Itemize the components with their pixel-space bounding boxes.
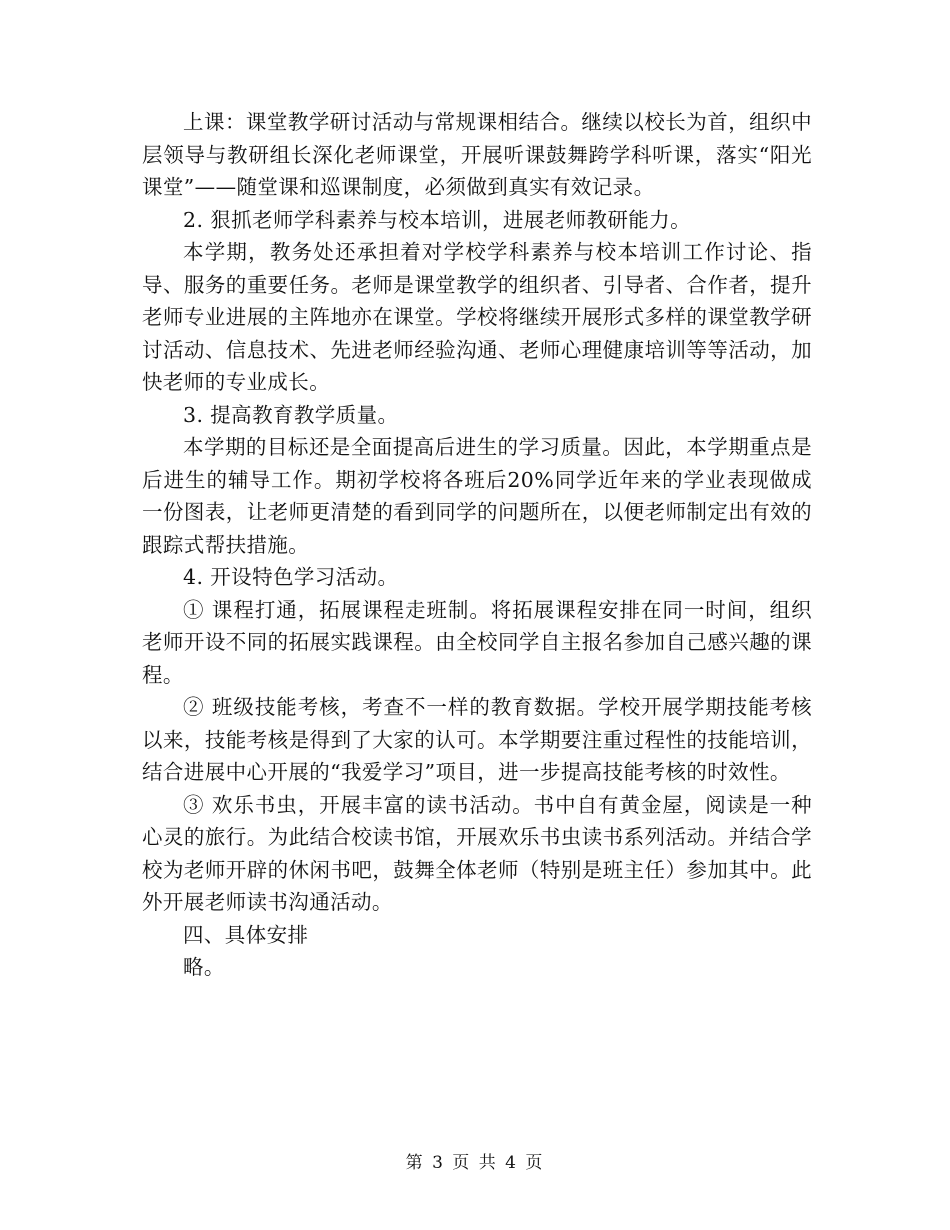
heading-teaching-quality: 3. 提高教育教学质量。 <box>183 402 399 427</box>
paragraph-teaching-quality: 本学期的目标还是全面提高后进生的学习质量。因此，本学期重点是后进生的辅导工作。期初学校将各班后20%同学近年来的学业表现做成一份图表，让老师更清楚的看到同学的问题所在，以便老师制定出有效的跟踪式帮扶措施。 <box>142 435 812 557</box>
page-number-footer: 第 3 页 共 4 页 <box>405 1153 545 1173</box>
paragraph-omitted: 略。 <box>183 955 225 979</box>
paragraph-activity-1: ① 课程打通，拓展课程走班制。将拓展课程安排在同一时间，组织老师开设不同的拓展实践课程。由全校同学自主报名参加自己感兴趣的课程。 <box>142 597 812 687</box>
heading-specific-arrangement: 四、具体安排 <box>183 922 309 947</box>
paragraph-activity-3: ③ 欢乐书虫，开展丰富的读书活动。书中自有黄金屋，阅读是一种心灵的旅行。为此结合校读书馆，开展欢乐书虫读书系列活动。并结合学校为老师开辟的休闲书吧，鼓舞全体老师（特别是班主任）参加其中。此外开展老师读书沟通活动。 <box>142 792 812 914</box>
paragraph-teacher-training: 本学期，教务处还承担着对学校学科素养与校本培训工作讨论、指导、服务的重要任务。老师是课堂教学的组织者、引导者、合作者，提升老师专业进展的主阵地亦在课堂。学校将继续开展形式多样的课堂教学研讨活动、信息技术、先进老师经验沟通、老师心理健康培训等等活动，加快老师的专业成长。 <box>142 240 812 394</box>
heading-special-activities: 4. 开设特色学习活动。 <box>183 565 399 589</box>
paragraph-lesson: 上课：课堂教学研讨活动与常规课相结合。继续以校长为首，组织中层领导与教研组长深化老师课堂，开展听课鼓舞跨学科听课，落实“阳光课堂”——随堂课和巡课制度，必须做到真实有效记录。 <box>142 110 812 199</box>
heading-teacher-training: 2. 狠抓老师学科素养与校本培训，进展老师教研能力。 <box>183 207 691 232</box>
document-body <box>142 106 812 984</box>
paragraph-activity-2: ② 班级技能考核，考查不一样的教育数据。学校开展学期技能考核以来，技能考核是得到了大家的认可。本学期要注重过程性的技能培训，结合进展中心开展的“我爱学习”项目，进一步提高技能考核的时效性。 <box>142 695 812 784</box>
